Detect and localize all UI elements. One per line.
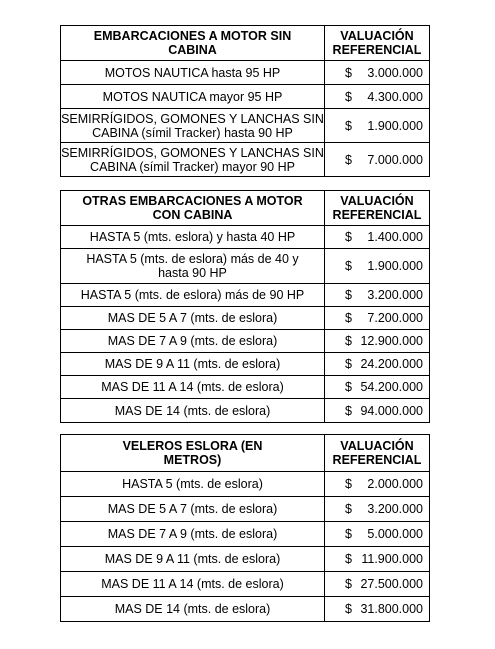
row-value bbox=[325, 307, 430, 330]
amount: 1.900.000 bbox=[367, 259, 423, 273]
row-value bbox=[325, 497, 430, 522]
table-row bbox=[61, 472, 430, 497]
amount: 24.200.000 bbox=[360, 357, 423, 371]
table-row bbox=[61, 61, 430, 85]
table-row bbox=[61, 284, 430, 307]
table-row bbox=[61, 376, 430, 399]
currency-symbol: $ bbox=[345, 334, 352, 348]
valuation-header: VALUACIÓN REFERENCIAL bbox=[325, 435, 430, 472]
currency-symbol: $ bbox=[345, 118, 352, 133]
row-label: MAS DE 9 A 11 (mts. de eslora) bbox=[61, 547, 325, 572]
row-value bbox=[325, 522, 430, 547]
currency-symbol: $ bbox=[345, 288, 352, 302]
amount: 3.200.000 bbox=[367, 288, 423, 302]
category-header: VELEROS ESLORA (EN METROS) bbox=[61, 435, 325, 472]
table-row bbox=[61, 307, 430, 330]
table-motor-sin-cabina bbox=[60, 25, 430, 177]
currency-symbol: $ bbox=[345, 577, 352, 591]
row-value bbox=[325, 353, 430, 376]
table-row bbox=[61, 399, 430, 423]
category-header: OTRAS EMBARCACIONES A MOTOR CON CABINA bbox=[61, 191, 325, 226]
amount: 4.300.000 bbox=[367, 89, 423, 104]
table-header-row bbox=[61, 26, 430, 61]
row-label: MOTOS NAUTICA hasta 95 HP bbox=[61, 61, 325, 85]
row-value bbox=[325, 572, 430, 597]
currency-symbol: $ bbox=[345, 403, 352, 418]
table-header-row bbox=[61, 435, 430, 472]
amount: 12.900.000 bbox=[360, 334, 423, 348]
currency-symbol: $ bbox=[345, 65, 352, 80]
table-row bbox=[61, 85, 430, 109]
row-value bbox=[325, 249, 430, 284]
row-label: HASTA 5 (mts. de eslora) bbox=[61, 472, 325, 497]
amount: 1.900.000 bbox=[367, 118, 423, 133]
currency-symbol: $ bbox=[345, 477, 352, 491]
row-label: MAS DE 5 A 7 (mts. de eslora) bbox=[61, 307, 325, 330]
row-value bbox=[325, 61, 430, 85]
row-value bbox=[325, 376, 430, 399]
amount: 3.200.000 bbox=[367, 502, 423, 516]
valuation-header: VALUACIÓN REFERENCIAL bbox=[325, 191, 430, 226]
amount: 1.400.000 bbox=[367, 230, 423, 244]
table-row bbox=[61, 330, 430, 353]
table-row bbox=[61, 547, 430, 572]
row-label: MAS DE 11 A 14 (mts. de eslora) bbox=[61, 572, 325, 597]
currency-symbol: $ bbox=[345, 552, 352, 566]
valuation-header: VALUACIÓN REFERENCIAL bbox=[325, 26, 430, 61]
row-label: SEMIRRÍGIDOS, GOMONES Y LANCHAS SIN CABINA (símil Tracker) mayor 90 HP bbox=[61, 143, 325, 177]
table-motor-con-cabina bbox=[60, 190, 430, 423]
table-header-row bbox=[61, 191, 430, 226]
row-label: MAS DE 14 (mts. de eslora) bbox=[61, 399, 325, 423]
row-label: HASTA 5 (mts. eslora) y hasta 40 HP bbox=[61, 226, 325, 249]
row-label: MAS DE 7 A 9 (mts. de eslora) bbox=[61, 522, 325, 547]
row-value bbox=[325, 597, 430, 622]
row-label: HASTA 5 (mts. de eslora) más de 40 y hasta 90 HP bbox=[61, 249, 325, 284]
amount: 27.500.000 bbox=[360, 577, 423, 591]
table-row bbox=[61, 597, 430, 622]
amount: 2.000.000 bbox=[367, 477, 423, 491]
currency-symbol: $ bbox=[345, 230, 352, 244]
row-label: MAS DE 7 A 9 (mts. de eslora) bbox=[61, 330, 325, 353]
currency-symbol: $ bbox=[345, 502, 352, 516]
table-row bbox=[61, 572, 430, 597]
amount: 31.800.000 bbox=[360, 602, 423, 616]
row-label: MAS DE 11 A 14 (mts. de eslora) bbox=[61, 376, 325, 399]
table-row bbox=[61, 109, 430, 143]
amount: 3.000.000 bbox=[367, 65, 423, 80]
currency-symbol: $ bbox=[345, 259, 352, 273]
currency-symbol: $ bbox=[345, 152, 352, 167]
row-value bbox=[325, 226, 430, 249]
amount: 54.200.000 bbox=[360, 380, 423, 394]
currency-symbol: $ bbox=[345, 527, 352, 541]
row-value bbox=[325, 109, 430, 143]
amount: 7.000.000 bbox=[367, 152, 423, 167]
row-label: MAS DE 5 A 7 (mts. de eslora) bbox=[61, 497, 325, 522]
table-veleros bbox=[60, 434, 430, 622]
table-row bbox=[61, 143, 430, 177]
table-row bbox=[61, 522, 430, 547]
currency-symbol: $ bbox=[345, 602, 352, 616]
row-value bbox=[325, 399, 430, 423]
row-value bbox=[325, 472, 430, 497]
row-value bbox=[325, 330, 430, 353]
row-value bbox=[325, 85, 430, 109]
category-header: EMBARCACIONES A MOTOR SIN CABINA bbox=[61, 26, 325, 61]
currency-symbol: $ bbox=[345, 380, 352, 394]
row-label: MAS DE 9 A 11 (mts. de eslora) bbox=[61, 353, 325, 376]
amount: 7.200.000 bbox=[367, 311, 423, 325]
amount: 94.000.000 bbox=[360, 403, 423, 418]
currency-symbol: $ bbox=[345, 357, 352, 371]
table-row bbox=[61, 226, 430, 249]
amount: 5.000.000 bbox=[367, 527, 423, 541]
currency-symbol: $ bbox=[345, 89, 352, 104]
table-row bbox=[61, 249, 430, 284]
currency-symbol: $ bbox=[345, 311, 352, 325]
row-label: HASTA 5 (mts. de eslora) más de 90 HP bbox=[61, 284, 325, 307]
row-value bbox=[325, 284, 430, 307]
row-value bbox=[325, 143, 430, 177]
amount: 11.900.000 bbox=[361, 552, 423, 566]
row-value bbox=[325, 547, 430, 572]
table-row bbox=[61, 353, 430, 376]
row-label: SEMIRRÍGIDOS, GOMONES Y LANCHAS SIN CABINA (símil Tracker) hasta 90 HP bbox=[61, 109, 325, 143]
row-label: MOTOS NAUTICA mayor 95 HP bbox=[61, 85, 325, 109]
row-label: MAS DE 14 (mts. de eslora) bbox=[61, 597, 325, 622]
table-row bbox=[61, 497, 430, 522]
